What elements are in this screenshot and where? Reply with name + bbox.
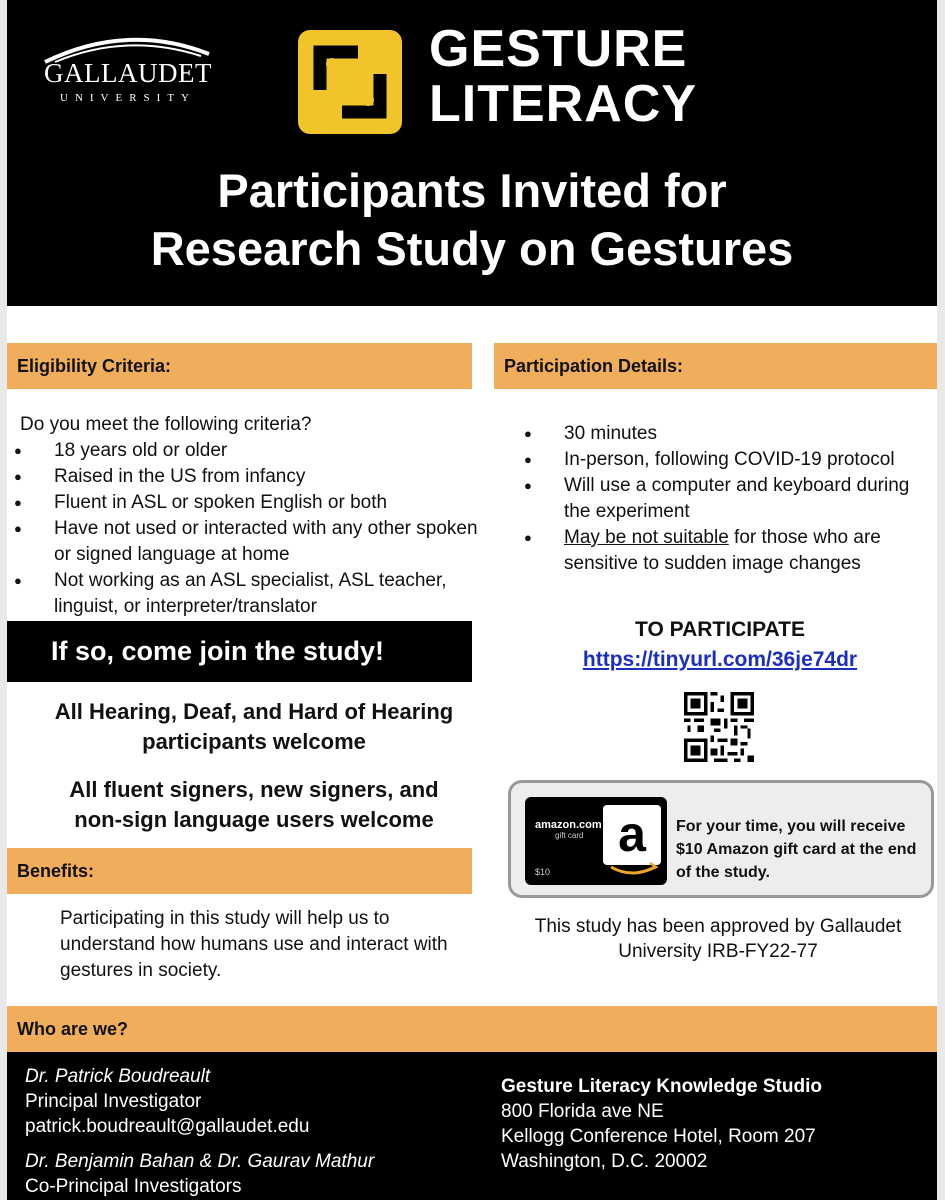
- pi-name: Dr. Patrick Boudreault: [25, 1066, 211, 1087]
- university-subtitle: UNIVERSITY: [60, 92, 196, 104]
- participation-section: [510, 421, 930, 577]
- eligibility-intro: Do you meet the following criteria?: [20, 414, 312, 435]
- gallaudet-logo: [33, 28, 223, 108]
- list-item: ● In-person, following COVID-19 protocol: [510, 447, 930, 473]
- unsuitable-note-rest: for those who are sensitive to sudden image changes: [564, 527, 881, 574]
- brand-line-2: LITERACY: [429, 75, 697, 133]
- address-line-3: Washington, D.C. 20002: [501, 1151, 708, 1172]
- unsuitable-note: May be not suitable: [564, 527, 729, 548]
- gift-card-amount: $10: [535, 867, 551, 877]
- participation-heading: Participation Details:: [494, 343, 937, 389]
- benefits-text: Participating in this study will help us to understand how humans use and interact with gestures in society.: [60, 908, 448, 981]
- list-item: ● Fluent in ASL or spoken English or both: [0, 490, 480, 516]
- list-item: ● 18 years old or older: [0, 438, 480, 464]
- list-item: ● 30 minutes: [510, 421, 930, 447]
- welcome-hearing: [14, 697, 494, 757]
- benefits-heading: Benefits:: [7, 848, 472, 894]
- contact-footer: [7, 1052, 937, 1200]
- gift-card-brand: amazon.com: [535, 819, 602, 831]
- signup-link[interactable]: https://tinyurl.com/36je74dr: [582, 648, 858, 671]
- who-heading: Who are we?: [7, 1006, 937, 1052]
- eligibility-heading: Eligibility Criteria:: [7, 343, 472, 389]
- to-participate-heading: TO PARTICIPATE: [635, 618, 805, 641]
- eligibility-list: [0, 438, 480, 620]
- gift-card-sub: gift card: [555, 831, 584, 840]
- participation-list: [510, 421, 930, 577]
- eligibility-section: [20, 412, 480, 620]
- welcome-signers: [14, 775, 494, 835]
- address-line-1: 800 Florida ave NE: [501, 1101, 664, 1122]
- brand-name: [429, 22, 699, 132]
- list-item: ● Have not used or interacted with any other spoken or signed language at home: [0, 516, 480, 568]
- gesture-literacy-logo-icon: [298, 30, 402, 134]
- title-line-2: Research Study on Gestures: [150, 222, 794, 275]
- welcome-line-4: non-sign language users welcome: [74, 807, 434, 832]
- qr-code-icon[interactable]: [684, 692, 754, 762]
- approval-line-1: This study has been approved by Gallaudet: [534, 916, 902, 937]
- list-item: ● Raised in the US from infancy: [0, 464, 480, 490]
- pi-email[interactable]: patrick.boudreault@gallaudet.edu: [25, 1116, 310, 1137]
- copi-names: Dr. Benjamin Bahan & Dr. Gaurav Mathur: [25, 1151, 375, 1172]
- university-name: GALLAUDET: [44, 58, 212, 88]
- approval-line-2: University IRB-FY22-77: [618, 941, 818, 962]
- irb-approval: [498, 914, 938, 964]
- welcome-line-1: All Hearing, Deaf, and Hard of Hearing: [54, 699, 454, 724]
- join-banner: If so, come join the study!: [7, 621, 472, 682]
- welcome-line-2: participants welcome: [142, 729, 366, 754]
- address-line-2: Kellogg Conference Hotel, Room 207: [501, 1126, 816, 1147]
- studio-name: Gesture Literacy Knowledge Studio: [501, 1076, 822, 1097]
- right-margin: [937, 0, 945, 1200]
- gift-card-callout: [508, 780, 934, 898]
- studio-address: [501, 1074, 931, 1174]
- welcome-line-3: All fluent signers, new signers, and: [69, 777, 439, 802]
- pi-role: Principal Investigator: [25, 1091, 202, 1112]
- svg-text:a: a: [618, 806, 646, 862]
- gift-card-text: For your time, you will receive $10 Amazon gift card at the end of the study.: [676, 818, 917, 881]
- list-item: ● Not working as an ASL specialist, ASL teacher, linguist, or interpreter/translator: [0, 568, 480, 620]
- header-banner: [7, 0, 937, 306]
- amazon-a-icon: [603, 805, 661, 875]
- amazon-gift-card: [525, 797, 667, 885]
- copi-role: Co-Principal Investigators: [25, 1176, 242, 1197]
- page-title: [7, 162, 937, 278]
- title-line-1: Participants Invited for: [217, 164, 727, 217]
- brand-line-1: GESTURE: [429, 20, 688, 78]
- investigators: [25, 1064, 495, 1199]
- list-item: [510, 525, 930, 577]
- list-item: ● Will use a computer and keyboard during the experiment: [510, 473, 930, 525]
